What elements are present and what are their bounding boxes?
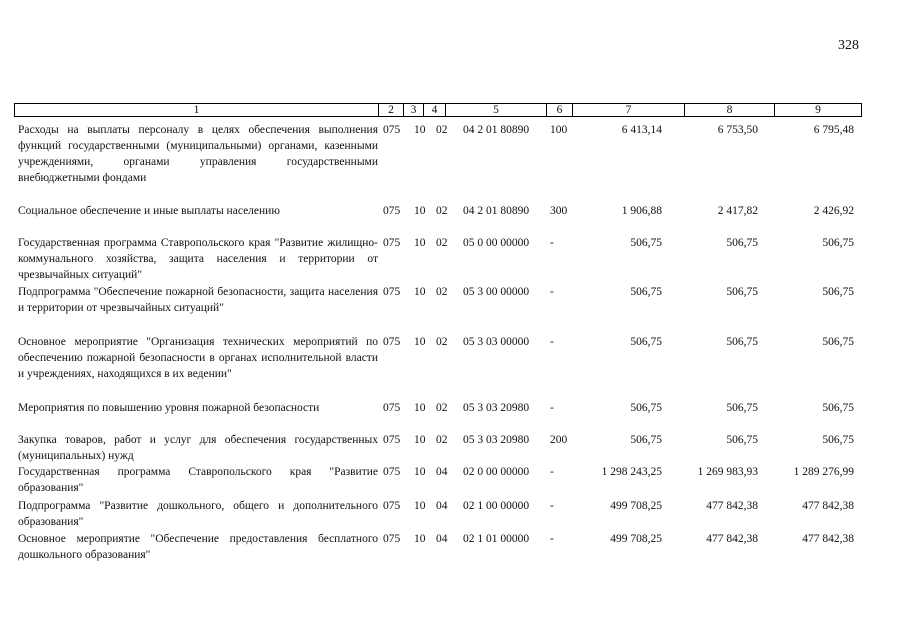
row-amount-col9: 6 795,48	[813, 124, 854, 136]
row-amount-col8: 506,75	[726, 237, 758, 249]
header-col-2: 2	[379, 104, 404, 116]
row-amount-col7: 506,75	[630, 237, 662, 249]
header-col-3: 3	[404, 104, 424, 116]
row-subsection: 02	[436, 205, 448, 217]
row-amount-col9: 477 842,38	[802, 500, 854, 512]
row-amount-col9: 506,75	[822, 434, 854, 446]
row-section: 10	[414, 205, 426, 217]
row-amount-col7: 1 906,88	[621, 205, 662, 217]
row-expense-type: 100	[550, 124, 568, 136]
row-amount-col9: 506,75	[822, 286, 854, 298]
header-col-8: 8	[685, 104, 775, 116]
row-subsection: 04	[436, 466, 448, 478]
row-target-article: 02 1 00 00000	[463, 500, 530, 512]
row-amount-col8: 1 269 983,93	[697, 466, 758, 478]
row-ministry-code: 075	[383, 124, 401, 136]
row-section: 10	[414, 124, 426, 136]
row-ministry-code: 075	[383, 237, 401, 249]
row-subsection: 04	[436, 500, 448, 512]
row-name: Основное мероприятие "Организация технических мероприятий по обеспечению пожарной безопасности в органах исполнительной власти и учреждениях, находящихся в их ведении"	[18, 336, 378, 380]
row-target-article: 05 3 03 00000	[463, 336, 530, 348]
row-ministry-code: 075	[383, 336, 401, 348]
row-subsection: 04	[436, 533, 448, 545]
row-expense-type: -	[550, 336, 554, 348]
row-name: Социальное обеспечение и иные выплаты населению	[18, 205, 280, 217]
row-target-article: 05 3 00 00000	[463, 286, 530, 298]
row-amount-col7: 506,75	[630, 336, 662, 348]
row-amount-col7: 499 708,25	[610, 500, 662, 512]
row-name: Мероприятия по повышению уровня пожарной безопасности	[18, 402, 320, 414]
row-expense-type: -	[550, 402, 554, 414]
row-amount-col7: 506,75	[630, 402, 662, 414]
row-ministry-code: 075	[383, 205, 401, 217]
row-target-article: 04 2 01 80890	[463, 124, 530, 136]
header-col-9: 9	[815, 104, 821, 116]
row-target-article: 02 0 00 00000	[463, 466, 530, 478]
row-name: Государственная программа Ставропольского края "Развитие образования"	[18, 466, 378, 494]
row-section: 10	[414, 434, 426, 446]
row-name: Государственная программа Ставропольского края "Развитие жилищно-коммунального хозяйства, защита населения и территории от чрезвычайных ситуаций"	[18, 237, 378, 281]
row-section: 10	[414, 466, 426, 478]
header-col-6: 6	[547, 104, 573, 116]
row-expense-type: -	[550, 500, 554, 512]
row-target-article: 05 3 03 20980	[463, 434, 530, 446]
row-subsection: 02	[436, 237, 448, 249]
row-name: Подпрограмма "Обеспечение пожарной безопасности, защита населения и территории от чрезвычайных ситуаций"	[18, 286, 378, 314]
row-expense-type: -	[550, 533, 554, 545]
header-col-7: 7	[573, 104, 685, 116]
row-subsection: 02	[436, 402, 448, 414]
row-amount-col7: 506,75	[630, 286, 662, 298]
row-section: 10	[414, 500, 426, 512]
header-col-5: 5	[446, 104, 547, 116]
row-amount-col9: 477 842,38	[802, 533, 854, 545]
table-header	[14, 103, 862, 117]
row-amount-col8: 506,75	[726, 336, 758, 348]
row-amount-col8: 477 842,38	[706, 500, 758, 512]
row-ministry-code: 075	[383, 500, 401, 512]
row-expense-type: 300	[550, 205, 568, 217]
row-section: 10	[414, 402, 426, 414]
row-amount-col8: 506,75	[726, 434, 758, 446]
row-name: Подпрограмма "Развитие дошкольного, общего и дополнительного образования"	[18, 500, 378, 528]
row-amount-col8: 2 417,82	[717, 205, 758, 217]
row-target-article: 05 3 03 20980	[463, 402, 530, 414]
row-name: Расходы на выплаты персоналу в целях обеспечения выполнения функций государственными (муниципальными) органами, казенными учреждениями, органами управления государственными внебюджетными фондами	[18, 124, 378, 184]
row-target-article: 05 0 00 00000	[463, 237, 530, 249]
row-amount-col9: 1 289 276,99	[793, 466, 854, 478]
row-name: Закупка товаров, работ и услуг для обеспечения государственных (муниципальных) нужд	[18, 434, 378, 462]
row-ministry-code: 075	[383, 434, 401, 446]
row-amount-col8: 477 842,38	[706, 533, 758, 545]
row-amount-col8: 6 753,50	[717, 124, 758, 136]
row-amount-col9: 506,75	[822, 402, 854, 414]
row-subsection: 02	[436, 336, 448, 348]
row-amount-col7: 6 413,14	[621, 124, 662, 136]
row-ministry-code: 075	[383, 286, 401, 298]
row-amount-col7: 1 298 243,25	[601, 466, 662, 478]
row-amount-col9: 2 426,92	[813, 205, 854, 217]
row-ministry-code: 075	[383, 466, 401, 478]
row-section: 10	[414, 336, 426, 348]
row-expense-type: -	[550, 286, 554, 298]
row-expense-type: -	[550, 237, 554, 249]
row-amount-col9: 506,75	[822, 237, 854, 249]
header-col-4: 4	[424, 104, 446, 116]
page-number: 328	[838, 38, 859, 53]
row-section: 10	[414, 533, 426, 545]
row-expense-type: 200	[550, 434, 568, 446]
row-expense-type: -	[550, 466, 554, 478]
row-target-article: 02 1 01 00000	[463, 533, 530, 545]
row-ministry-code: 075	[383, 533, 401, 545]
row-section: 10	[414, 286, 426, 298]
row-subsection: 02	[436, 434, 448, 446]
row-section: 10	[414, 237, 426, 249]
row-target-article: 04 2 01 80890	[463, 205, 530, 217]
row-amount-col7: 499 708,25	[610, 533, 662, 545]
row-amount-col7: 506,75	[630, 434, 662, 446]
row-amount-col9: 506,75	[822, 336, 854, 348]
row-name: Основное мероприятие "Обеспечение предоставления бесплатного дошкольного образования"	[18, 533, 378, 561]
header-col-1: 1	[15, 104, 379, 116]
row-subsection: 02	[436, 124, 448, 136]
row-ministry-code: 075	[383, 402, 401, 414]
row-subsection: 02	[436, 286, 448, 298]
row-amount-col8: 506,75	[726, 402, 758, 414]
row-amount-col8: 506,75	[726, 286, 758, 298]
